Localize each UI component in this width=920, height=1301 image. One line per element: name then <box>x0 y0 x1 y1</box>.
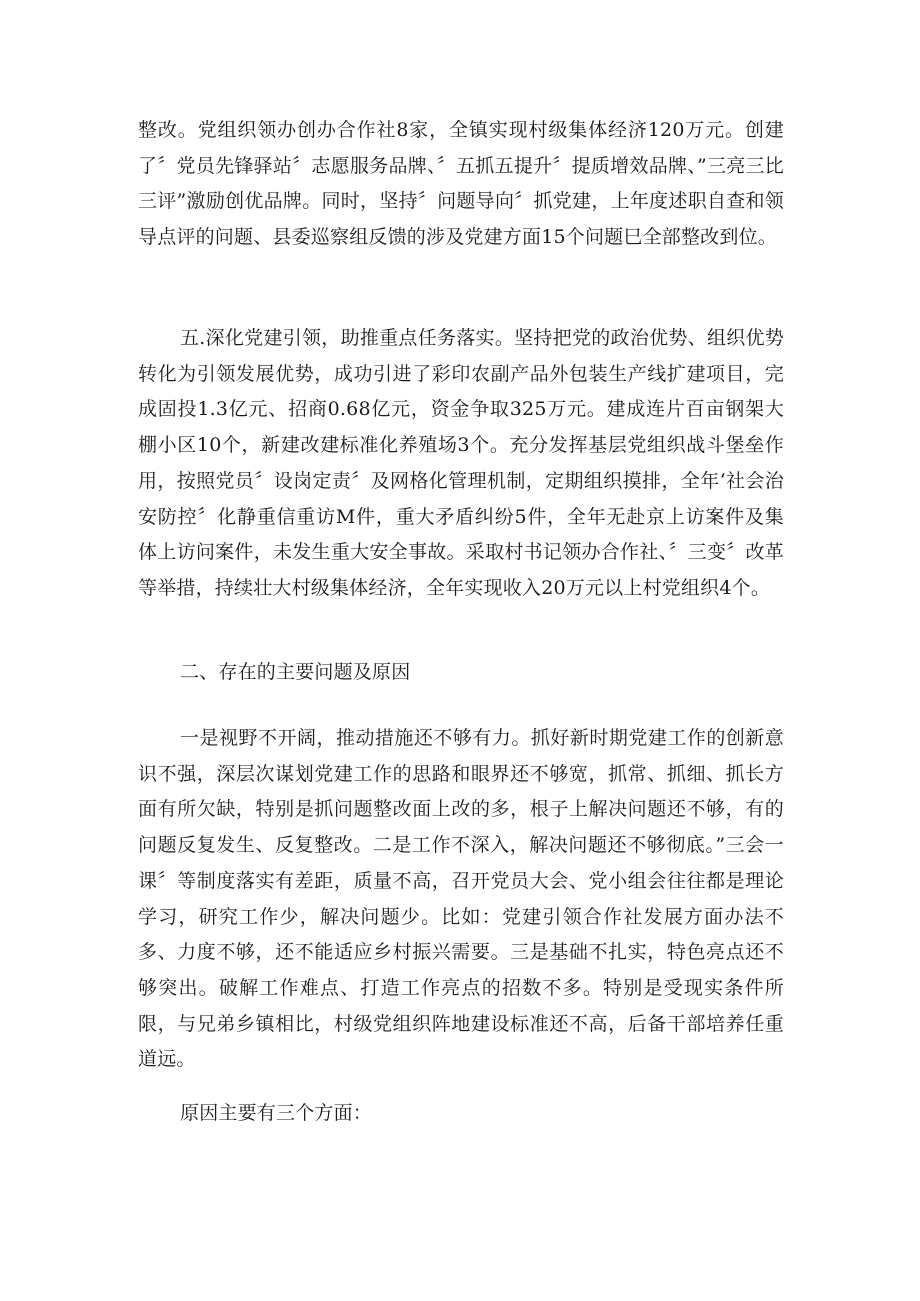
section-heading-problems: 二、存在的主要问题及原因 <box>180 661 411 683</box>
paragraph-causes-intro: 原因主要有三个方面： <box>180 1102 373 1124</box>
paragraph-problems-detail: 一是视野不开阔，推动措施还不够有力。抓好新时期党建工作的创新意识不强，深层次谋划党建工作的思路和眼界还不够宽，抓常、抓细、抓长方面有所欠缺，特别是抓问题整改面上改的多，根子上解决问题还不够，有的问题反复发生、反复整改。二是工作不深入，解决问题还不够彻底。”三会一课〞等制度落实有差距，质量不高，召开党员大会、党小组会往往都是理论学习，研究工作少，解决问题少。比如：党建引领合作社发展方面办法不多、力度不够，还不能适应乡村振兴需要。三是基础不扎实，特色亮点还不够突出。破解工作难点、打造工作亮点的招数不多。特别是受现实条件所限，与兄弟乡镇相比，村级党组织阵地建设标准还不高，后备干部培养任重道远。 <box>138 727 784 1071</box>
paragraph-rectification-summary: 整改。党组织领办创办合作社8家，全镇实现村级集体经济120万元。创建了〞党员先锋驿站〞志愿服务品牌、〞五抓五提升〞提质增效品牌、”三亮三比三评”激励创优品牌。同时，坚持〞问题导向〞抓党建，上年度述职自查和领导点评的问题、县委巡察组反馈的涉及党建方面15个问题巳全部整改到位。 <box>138 119 784 249</box>
paragraph-party-leadership-tasks: 五.深化党建引领，助推重点任务落实。坚持把党的政治优势、组织优势转化为引领发展优势，成功引进了彩印农副产品外包装生产线扩建项目，完成固投1.3亿元、招商0.68亿元，资金争取325万元。建成连片百亩钢架大棚小区10个，新建改建标准化养殖场3个。充分发挥基层党组织战斗堡垒作用，按照党员〞设岗定责〞及网格化管理机制，定期组织摸排，全年‘社会治安防控〞化静重信重访M件，重大矛盾纠纷5件，全年无赴京上访案件及集体上访问案件，未发生重大安全事故。采取村书记领办合作社、〞三变〞改革等举措，持续壮大村级集体经济，全年实现收入20万元以上村党组织4个。 <box>138 327 784 599</box>
